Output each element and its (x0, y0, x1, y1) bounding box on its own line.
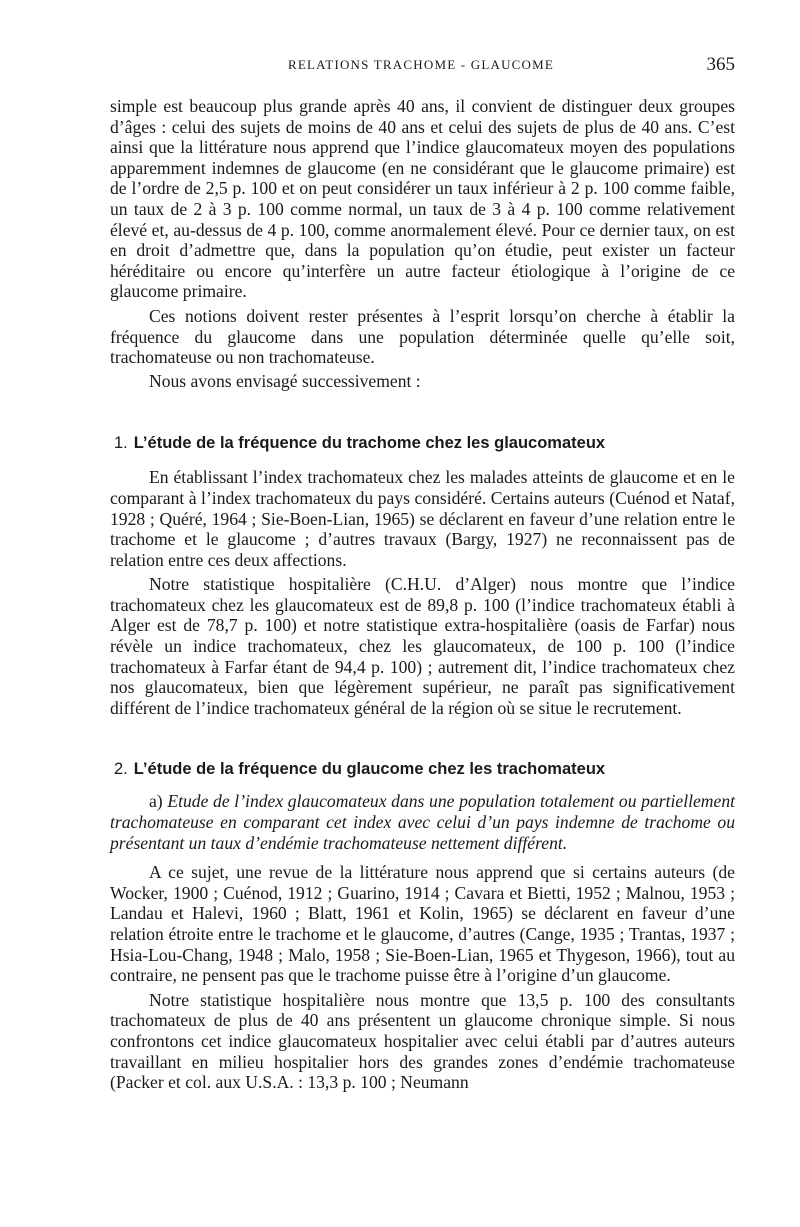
section-2-number: 2. (114, 760, 128, 779)
intro-paragraph-1: simple est beaucoup plus grande après 40 ans, il convient de distinguer deux groupes d’âges : celui des sujets de moins de 40 ans et celui des sujets de plus de 40 ans. C’est ainsi que la littérature nous apprend que l’indice glaucomateux moyen des populations apparemment indemnes de glaucome (en ne considérant que le glaucome primaire) est de l’ordre de 2,5 p. 100 et on peut considérer un taux inférieur à 2 p. 100 comme faible, un taux de 2 à 3 p. 100 comme normal, un taux de 3 à 4 p. 100 comme relativement élevé et, au-dessus de 4 p. 100, comme anormalement élevé. Pour ce dernier taux, on est en droit d’admettre que, dans la population qu’on étudie, peut exister un facteur héréditaire ou encore qu’interfère un autre facteur étiologique à l’origine de ce glaucome primaire. (110, 96, 735, 302)
section-2-paragraph-1: A ce sujet, une revue de la littérature nous apprend que si certains auteurs (de Wocker, 1900 ; Cuénod, 1912 ; Guarino, 1914 ; Cavara et Bietti, 1952 ; Malnou, 1953 ; Landau et Halevi, 1960 ; Blatt, 1961 et Kolin, 1965) se déclarent en faveur d’une relation étroite entre le trachome et le glaucome, d’autres (Cange, 1935 ; Trantas, 1937 ; Hsia-Lou-Chang, 1948 ; Malo, 1958 ; Sie-Boen-Lian, 1965 et Thygeson, 1966), tout au contraire, ne pensent pas que le trachome puisse être à l’origine d’un glaucome. (110, 862, 735, 986)
section-1-title: L’étude de la fréquence du trachome chez les glaucomateux (133, 434, 606, 453)
subsection-a-label: a) (149, 791, 163, 812)
intro-paragraph-3: Nous avons envisagé successivement : (149, 370, 421, 391)
section-1-heading (114, 433, 735, 453)
section-1-paragraph-1: En établissant l’index trachomateux chez les malades atteints de glaucome et en le comparant à l’index trachomateux du pays considéré. Certains auteurs (Cuénod et Nataf, 1928 ; Quéré, 1964 ; Sie-Boen-Lian, 1965) se déclarent en faveur d’une relation entre le trachome et le glaucome ; d’autres travaux (Bargy, 1927) ne reconnaissent pas de relation entre ces deux affections. (110, 467, 735, 570)
page-number: 365 (706, 54, 735, 75)
section-2-paragraph-2: Notre statistique hospitalière nous montre que 13,5 p. 100 des consultants trachomateux de plus de 40 ans présentent un glaucome chronique simple. Si nous confrontons cet indice glaucomateux hospitalier avec celui établi par d’autres auteurs travaillant en milieu hospitalier hors des grandes zones d’endémie trachomateuse (Packer et col. aux U.S.A. : 13,3 p. 100 ; Neumann (110, 989, 735, 1093)
section-2-heading (114, 759, 735, 779)
running-head (110, 54, 735, 78)
section-2-title: L’étude de la fréquence du glaucome chez les trachomateux (133, 760, 606, 779)
section-1-paragraph-2: Notre statistique hospitalière (C.H.U. d’Alger) nous montre que l’indice trachomateux chez les glaucomateux est de 89,8 p. 100 (l’indice trachomateux établi à Alger est de 78,7 p. 100) et notre statistique extra-hospitalière (oasis de Farfar) nous révèle un indice trachomateux, chez les glaucomateux, de 100 p. 100 (l’indice trachomateux à Farfar étant de 94,4 p. 100) ; autrement dit, l’indice trachomateux chez nos glaucomateux, bien que légèrement supérieur, ne paraît pas significativement différent de l’indice trachomateux général de la région où se situe le recrutement. (110, 574, 735, 718)
article-body (110, 96, 735, 1093)
intro-paragraph-2: Ces notions doivent rester présentes à l’esprit lorsqu’on cherche à établir la fréquence du glaucome dans une population déterminée quelle qu’elle soit, trachomateuse ou non trachomateuse. (110, 305, 735, 368)
section-2-subsection-a (110, 791, 735, 853)
subsection-a-title: Etude de l’index glaucomateux dans une population totalement ou partiellement trachomateuse en comparant cet index avec celui d’un pays indemne de trachome ou présentant un taux d’endémie trachomateuse nettement différent. (110, 791, 735, 853)
section-1-number: 1. (114, 434, 128, 453)
running-title: RELATIONS TRACHOME - GLAUCOME (288, 57, 555, 72)
